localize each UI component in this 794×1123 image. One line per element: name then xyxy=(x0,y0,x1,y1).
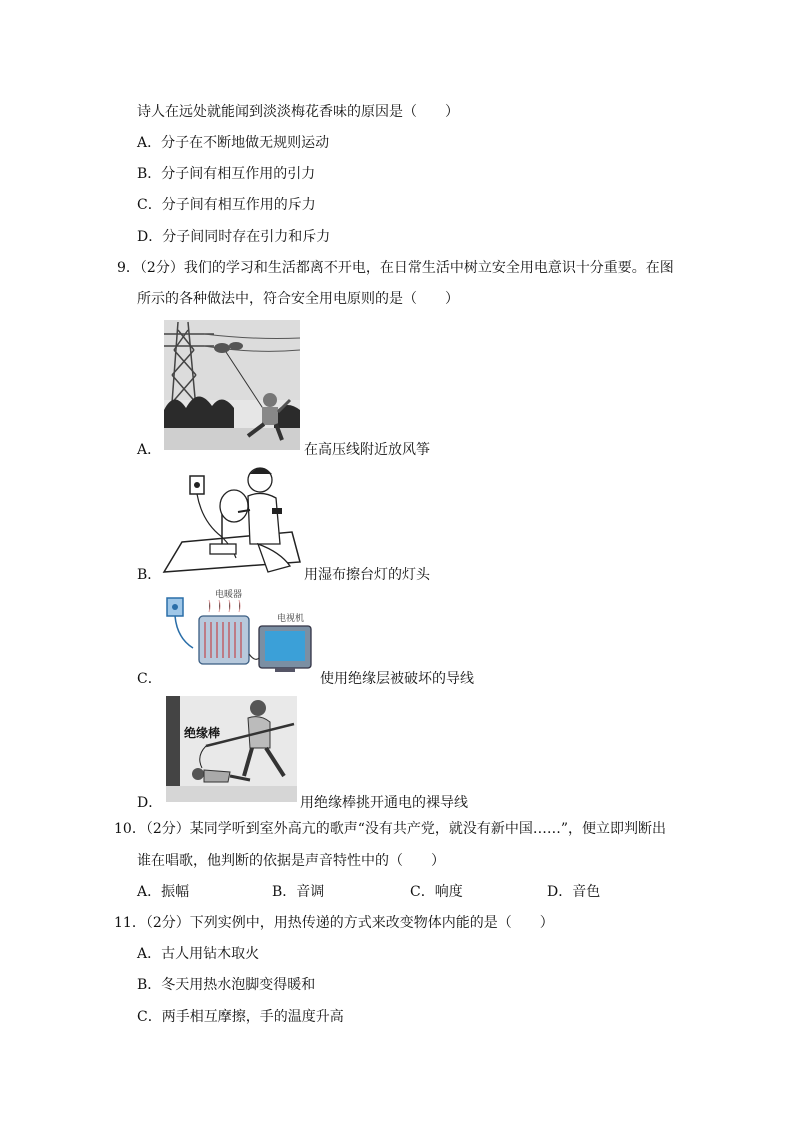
q9-option-b-caption: 用湿布擦台灯的灯头 xyxy=(304,567,430,583)
q9-option-d-caption: 用绝缘棒挑开通电的裸导线 xyxy=(300,795,468,811)
q8-option-b: B．分子间有相互作用的引力 xyxy=(137,166,316,182)
q10-option-c: C．响度 xyxy=(410,884,463,900)
q10-option-b: B．音调 xyxy=(272,884,325,900)
q11-option-b: B．冬天用热水泡脚变得暖和 xyxy=(137,977,316,993)
heater-label: 电暖器 xyxy=(215,590,243,600)
q10-option-a: A．振幅 xyxy=(137,884,190,900)
q9-option-c-letter: C． xyxy=(137,671,162,687)
q9-option-a-caption: 在高压线附近放风筝 xyxy=(304,442,430,458)
q9-option-c-caption: 使用绝缘层被破坏的导线 xyxy=(320,671,474,687)
q8-stem: 诗人在远处就能闻到淡淡梅花香味的原因是（ ） xyxy=(137,104,459,120)
kite-near-power-line-image xyxy=(164,320,300,450)
insulated-rod-rescue-image xyxy=(166,696,297,802)
q10-stem-line2: 谁在唱歌，他判断的依据是声音特性中的（ ） xyxy=(137,853,445,869)
q10-option-d: D．音色 xyxy=(547,884,601,900)
q9-stem-line2: 所示的各种做法中，符合安全用电原则的是（ ） xyxy=(137,291,459,307)
q9-option-a-letter: A． xyxy=(137,442,162,458)
q9-stem-line1: 9．（2分）我们的学习和生活都离不开电，在日常生活中树立安全用电意识十分重要。在图 xyxy=(117,260,674,276)
damaged-wire-appliances-image xyxy=(163,588,318,688)
q9-option-d-letter: D． xyxy=(137,795,163,811)
insulated-rod-label: 绝缘棒 xyxy=(184,726,221,740)
q8-option-d: D．分子间同时存在引力和斥力 xyxy=(137,229,331,245)
wet-cloth-lamp-image xyxy=(162,462,302,577)
q11-option-c: C．两手相互摩擦，手的温度升高 xyxy=(137,1009,344,1025)
q8-option-a: A．分子在不断地做无规则运动 xyxy=(137,135,330,151)
tv-label: 电视机 xyxy=(277,614,305,624)
q9-option-b-letter: B． xyxy=(137,567,162,583)
q11-option-a: A．古人用钻木取火 xyxy=(137,946,260,962)
q10-stem-line1: 10．（2分）某同学听到室外高亢的歌声“没有共产党，就没有新中国……”，便立即判断出 xyxy=(114,821,667,837)
q11-stem: 11．（2分）下列实例中，用热传递的方式来改变物体内能的是（ ） xyxy=(114,915,554,931)
q8-option-c: C．分子间有相互作用的斥力 xyxy=(137,197,316,213)
